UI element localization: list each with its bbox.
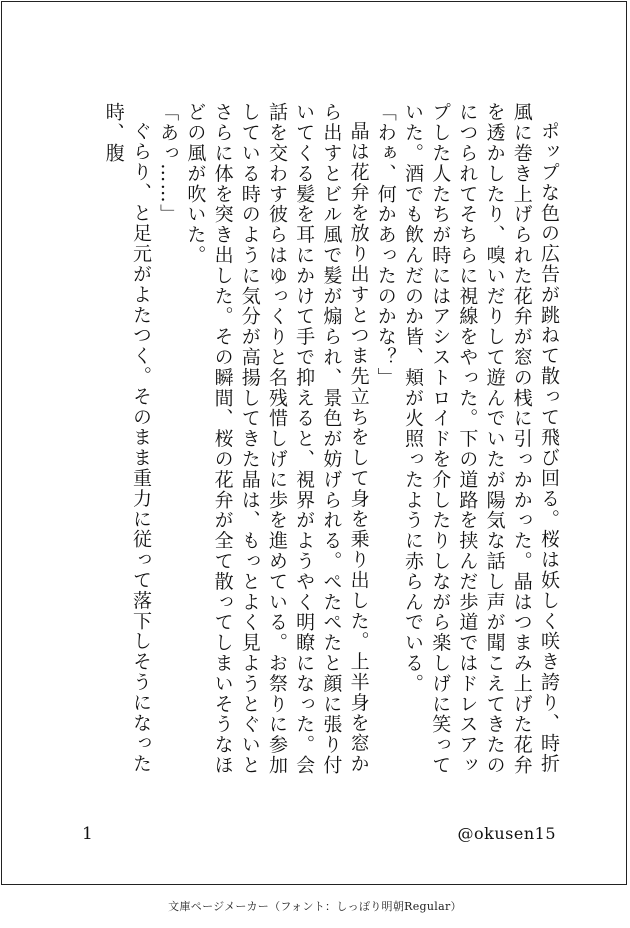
body-text: [52, 102, 562, 792]
dialogue-1: 「わぁ、何かあったのかな？」: [374, 102, 397, 388]
paragraph-2: 晶は花弁を放り出すとつま先立ちをして身を乗り出した。上半身を窓から出すとビル風で髪が煽られ、景色が妨げられる。ぺたぺたと顔に張り付いてくる髪を耳にかけて手で抑えると、視界がようやく明瞭になった。会話を交わす彼らはゆっくりと名残惜しげに歩を進めている。お祭りに参加している時のように気分が高揚してきた晶は、もっとよく見ようとぐいとさらに体を突き出した。その瞬間、桜の花弁が全て散ってしまいそうなほどの風が吹いた。: [184, 102, 370, 776]
footer-credit: 文庫ページメーカー（フォント：しっぽり明朝Regular）: [168, 900, 462, 913]
page-number: 1: [82, 824, 93, 844]
author-handle: @okusen15: [457, 824, 556, 843]
paragraph-3: ぐらり、と足元がよたつく。そのまま重力に従って落下しそうになった時、腹: [102, 102, 152, 774]
dialogue-2: 「あっ……」: [157, 102, 180, 225]
page-frame: [1, 1, 627, 885]
paragraph-1: ポップな色の広告が跳ねて散って飛び回る。桜は妖しく咲き誇り、時折風に巻き上げられた花弁が窓の桟に引っかかった。晶はつまみ上げた花弁を透かしたり、嗅いだりして遊んでいたが陽気な話し声が聞こえてきたのにつられてそちらに視線をやった。下の道路を挟んだ歩道ではドレスアップした人たちが時にはアシストロイドを介したりしながら楽しげに笑っていた。酒でも飲んだのか皆、頬が火照ったように赤らんでいる。: [401, 102, 560, 776]
